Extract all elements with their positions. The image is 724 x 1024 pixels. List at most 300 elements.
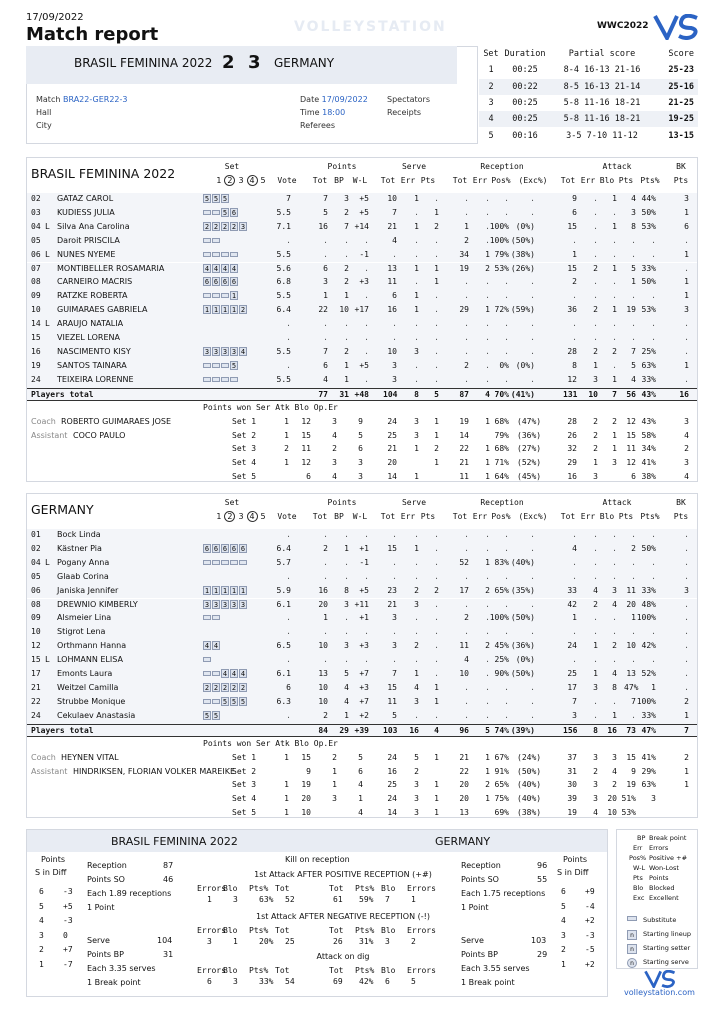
player-row — [27, 290, 697, 304]
column-header: Pts% — [640, 512, 660, 521]
attack-points: . — [631, 333, 636, 342]
set-lineup — [203, 264, 239, 273]
set-breakdown-cell: 1 — [485, 416, 490, 426]
set-breakdown-cell: 6 — [631, 472, 636, 482]
attack-stat-header: Blo — [223, 884, 238, 893]
reception-total: . — [464, 682, 469, 692]
legend-abbr: Exc — [633, 894, 645, 902]
attack-points: . — [631, 655, 636, 665]
receipts-label: Receipts — [387, 108, 422, 117]
set-lineup-box: 6 — [213, 544, 219, 553]
set-number: 1 — [216, 512, 222, 521]
total-value: 10 — [588, 389, 598, 399]
attack-stat-header: Blo — [381, 884, 396, 893]
set-lineup-box: 1 — [204, 586, 210, 595]
player-number: 24 — [31, 710, 41, 720]
serve-total: . — [392, 249, 397, 259]
points-total: 13 — [318, 669, 328, 678]
set-breakdown-cell: 1 — [434, 808, 439, 818]
attack-total: 15 — [567, 221, 577, 231]
column-header: Tot — [380, 512, 396, 521]
home-sets: 2 — [222, 52, 235, 73]
points-row-diff: -3 — [63, 916, 73, 925]
serve-points: . — [434, 627, 439, 637]
set-lineup-box — [203, 210, 211, 215]
column-header: Err — [400, 512, 416, 521]
attack-stat-value: 25 — [285, 937, 295, 946]
set-lineup-box — [212, 671, 220, 676]
points-total: 7 — [323, 346, 328, 356]
attack-stat-header: Blo — [223, 926, 238, 935]
player-name[interactable]: VIEZEL LORENA — [57, 333, 120, 342]
player-name[interactable]: ARAUJO NATALIA — [57, 319, 124, 329]
legend-desc: Blocked — [649, 884, 675, 892]
serve-errors: . — [414, 613, 419, 623]
set-breakdown-cell: 19 — [301, 780, 311, 790]
set-lineup-box: 3 — [204, 347, 210, 356]
set-breakdown-cell: 4 — [332, 430, 337, 440]
set-breakdown-cell: 3 — [651, 794, 656, 804]
set-breakdown-cell: 25 — [387, 780, 397, 790]
set-breakdown-cell: 3 — [358, 472, 363, 482]
attack-pct: . — [651, 571, 656, 581]
set-lineup-box: 6 — [204, 278, 210, 287]
serve-total: 4 — [392, 235, 397, 245]
points-row-s: 6 — [39, 887, 44, 896]
player-name[interactable]: LOHMANN ELISA — [57, 655, 123, 665]
set-breakdown-cell: 53% — [621, 808, 636, 818]
player-number: 04 — [31, 221, 41, 231]
reception-total: . — [464, 277, 469, 287]
attack-blocked: . — [612, 360, 617, 370]
set-breakdown-cell: 5 — [414, 752, 419, 762]
sets-points-header: Points won Ser Atk Blo Op.Er — [203, 402, 338, 412]
sets-table — [479, 46, 698, 144]
attack-stat-value: 2 — [411, 937, 416, 946]
attack-points: . — [631, 249, 636, 259]
legend-box-icon: n — [627, 944, 637, 954]
points-bp: 4 — [344, 696, 349, 706]
points-wl: +1 — [359, 543, 369, 553]
attack-points: 5 — [631, 360, 636, 370]
column-header: Blo — [599, 176, 615, 185]
serve-errors: . — [414, 235, 419, 245]
serve-points: . — [434, 669, 439, 678]
player-name[interactable]: KUDIESS JULIA — [57, 207, 115, 217]
rec-text: 1 Break point — [461, 978, 515, 987]
points-bp: . — [344, 249, 349, 259]
player-name[interactable]: Pogany Anna — [57, 557, 110, 567]
serve-errors: . — [414, 557, 419, 567]
points-wl: +3 — [359, 277, 369, 287]
serve-total: 3 — [392, 641, 397, 651]
attack-pct: 42% — [641, 641, 656, 651]
attack-errors: . — [593, 655, 598, 665]
player-number: 06 — [31, 249, 41, 259]
sdiff-label: S in Diff — [35, 868, 67, 877]
serve-total: 6 — [392, 291, 397, 301]
footer-logo-icon — [643, 970, 677, 990]
set-breakdown-cell: 1 — [284, 430, 289, 440]
set-breakdown-cell: 38% — [641, 472, 656, 482]
attack-errors: . — [593, 249, 598, 259]
player-name[interactable]: Cekulaev Anastasia — [57, 710, 136, 720]
player-name[interactable]: MONTIBELLER ROSAMARIA — [57, 263, 165, 273]
reception-errors: . — [485, 571, 490, 581]
player-row — [27, 304, 697, 318]
set-lineup-box — [212, 210, 220, 215]
points-bp: 10 — [339, 305, 349, 315]
player-number: 02 — [31, 194, 41, 203]
set-breakdown-cell: 20 — [459, 780, 469, 790]
reception-total: . — [464, 374, 469, 384]
player-name[interactable]: NUNES NYEME — [57, 249, 116, 259]
set-breakdown-cell: 1 — [434, 458, 439, 468]
set-breakdown-cell: 21 — [387, 444, 397, 454]
block-points: 1 — [684, 249, 689, 259]
players-total-row — [27, 388, 697, 402]
reception-total: . — [464, 530, 469, 539]
sets-table-cell: 4 — [488, 114, 494, 125]
player-vote: . — [286, 333, 291, 342]
total-value: 8 — [593, 725, 598, 735]
column-header: Attack — [602, 498, 632, 507]
attack-errors: . — [593, 530, 598, 539]
attack-pct: 25% — [641, 346, 656, 356]
home-team-section — [26, 157, 698, 482]
set-breakdown-cell: Set 4 — [232, 794, 257, 804]
set-breakdown-row — [27, 471, 697, 485]
set-breakdown-cell: 3 — [332, 416, 337, 426]
total-value: 5 — [434, 389, 439, 399]
serve-errors: . — [414, 530, 419, 539]
points-total: 7 — [323, 194, 328, 203]
match-code[interactable]: BRA22-GER22-3 — [62, 95, 128, 104]
set-breakdown-cell: 68% — [494, 444, 509, 454]
serve-total: 3 — [392, 613, 397, 623]
set-number: 4 — [247, 175, 258, 186]
players-total-label: Players total — [31, 725, 94, 735]
block-points: 3 — [684, 585, 689, 595]
player-name[interactable]: DREWNIO KIMBERLY — [57, 599, 138, 609]
column-header: Tot — [380, 176, 396, 185]
set-numbers — [201, 511, 281, 522]
column-header: Pts — [673, 176, 689, 185]
player-name[interactable]: Stigrot Lena — [57, 627, 106, 637]
player-vote: 6.1 — [276, 599, 291, 609]
set-lineup-box — [212, 699, 220, 704]
serve-total: . — [392, 655, 397, 665]
player-number: 09 — [31, 613, 41, 623]
points-bp: . — [344, 655, 349, 665]
serve-errors: . — [414, 571, 419, 581]
serve-errors: 1 — [414, 194, 419, 203]
reception-exc: (36%) — [510, 641, 535, 651]
rec-text: Serve — [87, 936, 110, 945]
sets-points-header: Points won Ser Atk Blo Op.Er — [203, 738, 338, 748]
points-row-s: 1 — [39, 959, 44, 969]
sets-table-cell: 5-8 11-16 18-21 — [563, 98, 641, 109]
set-lineup-box: 2 — [222, 222, 228, 231]
player-row — [27, 360, 697, 374]
set-breakdown-cell: Set 2 — [232, 430, 257, 440]
player-row — [27, 585, 697, 599]
libero-marker: L — [45, 655, 50, 665]
player-name[interactable]: Orthmann Hanna — [57, 641, 127, 651]
set-breakdown-cell: 11 — [626, 444, 636, 454]
attack-errors: . — [593, 194, 598, 203]
serve-errors: . — [414, 333, 419, 342]
attack-points: 1 — [631, 277, 636, 287]
serve-points: . — [434, 360, 439, 370]
serve-errors: . — [414, 360, 419, 370]
reception-pos: . — [504, 627, 509, 637]
player-name[interactable]: Alsmeier Lina — [57, 613, 112, 623]
total-value: 29 — [339, 725, 349, 735]
player-name[interactable]: GATAZ CAROL — [57, 194, 114, 203]
reception-total: 10 — [459, 669, 469, 678]
set-lineup-box — [203, 657, 211, 662]
serve-total: 5 — [392, 710, 397, 720]
attack-errors: . — [593, 571, 598, 581]
set-breakdown-cell: 4 — [358, 780, 363, 790]
attack-points: 20 — [626, 599, 636, 609]
column-header: Pos% — [491, 176, 511, 185]
player-name[interactable]: Strubbe Monique — [57, 696, 126, 706]
legend-desc: Won-Lost — [649, 864, 679, 872]
set-breakdown-row — [27, 807, 697, 821]
attack-points: 7 — [631, 696, 636, 706]
set-breakdown-cell: 4 — [358, 808, 363, 818]
set-breakdown-cell: 13 — [459, 808, 469, 818]
set-lineup-box: 6 — [213, 278, 219, 287]
set-breakdown-cell: 3 — [414, 430, 419, 440]
set-breakdown-cell: (27%) — [517, 444, 542, 454]
set-breakdown-cell: 58% — [641, 430, 656, 440]
set-lineup-box: 3 — [213, 600, 219, 609]
reception-errors: 2 — [485, 585, 490, 595]
set-lineup — [203, 222, 248, 231]
reception-exc: . — [530, 346, 535, 356]
reception-pos: . — [504, 333, 509, 342]
reception-pos: . — [504, 543, 509, 553]
set-lineup — [203, 277, 239, 286]
set-lineup — [203, 194, 230, 203]
points-total: 16 — [318, 585, 328, 595]
serve-total: 7 — [392, 669, 397, 678]
block-points: . — [684, 530, 689, 539]
block-points: . — [684, 319, 689, 329]
player-name[interactable]: NASCIMENTO KISY — [57, 346, 131, 356]
set-breakdown-cell: 19 — [626, 780, 636, 790]
attack-points: . — [631, 557, 636, 567]
points-row-diff: +9 — [585, 887, 595, 896]
serve-points: . — [434, 319, 439, 329]
player-name[interactable]: Emonts Laura — [57, 669, 113, 678]
player-vote: 6.3 — [276, 696, 291, 706]
set-lineup-box — [212, 252, 220, 257]
set-breakdown-cell: 3 — [612, 752, 617, 762]
reception-pos: . — [504, 194, 509, 203]
set-breakdown-cell: 32 — [567, 444, 577, 454]
serve-points: 1 — [434, 277, 439, 287]
player-row — [27, 710, 697, 724]
reception-errors: . — [485, 333, 490, 342]
set-breakdown-row — [27, 793, 697, 807]
set-breakdown-cell: 3 — [358, 458, 363, 468]
serve-points: . — [434, 530, 439, 539]
set-lineup-box: 6 — [222, 544, 228, 553]
summary-home-name: BRASIL FEMININA 2022 — [111, 835, 238, 848]
set-breakdown-cell: 41% — [641, 458, 656, 468]
player-name[interactable]: CARNEIRO MACRIS — [57, 277, 133, 287]
reception-total: . — [464, 346, 469, 356]
libero-marker: L — [45, 319, 50, 329]
player-name[interactable]: Daroit PRISCILA — [57, 235, 120, 245]
points-wl: +7 — [359, 669, 369, 678]
sets-table-cell: 25-16 — [668, 81, 694, 92]
attack-stat-header: Pts% — [249, 926, 269, 935]
player-name[interactable]: SANTOS TAINARA — [57, 360, 127, 370]
set-breakdown-cell: Set 4 — [232, 458, 257, 468]
legend-box-icon — [627, 916, 637, 921]
attack-stat-header: Pts% — [249, 966, 269, 975]
block-points: 1 — [684, 277, 689, 287]
player-name[interactable]: TEIXEIRA LORENNE — [57, 374, 134, 384]
set-breakdown-cell: 14 — [459, 430, 469, 440]
set-breakdown-cell: 2 — [593, 766, 598, 776]
block-points: . — [684, 669, 689, 678]
attack-errors: . — [593, 696, 598, 706]
serve-points: . — [434, 249, 439, 259]
legend-desc: Positive +# — [649, 854, 688, 862]
player-vote: 5.7 — [276, 557, 291, 567]
serve-errors: 2 — [414, 641, 419, 651]
set-lineup-box: 5 — [231, 697, 237, 706]
player-name[interactable]: Janiska Jennifer — [57, 585, 119, 595]
reception-errors: . — [485, 710, 490, 720]
set-lineup-box: 4 — [204, 642, 210, 651]
rec-text: Reception — [87, 861, 127, 870]
player-name[interactable]: GUIMARAES GABRIELA — [57, 305, 148, 315]
block-points: . — [684, 655, 689, 665]
reception-pos: . — [504, 599, 509, 609]
player-vote: . — [286, 627, 291, 637]
column-header: Tot — [560, 512, 576, 521]
column-header: Pts — [673, 512, 689, 521]
attack-total: 1 — [572, 249, 577, 259]
points-total: 3 — [323, 277, 328, 287]
points-row-diff: 0 — [63, 930, 68, 940]
serve-total: 11 — [387, 277, 397, 287]
set-breakdown-cell: 2 — [593, 444, 598, 454]
footer-link[interactable]: volleystation.com — [624, 988, 695, 997]
reception-pos: 90% — [494, 669, 509, 678]
set-lineup-box: 1 — [213, 306, 219, 315]
set-lineup-box: 1 — [213, 586, 219, 595]
set-lineup — [203, 375, 239, 384]
set-lineup-box: 4 — [240, 347, 246, 356]
sets-table-cell: 00:25 — [512, 114, 538, 125]
column-header: Tot — [452, 176, 468, 185]
set-breakdown-cell: 3 — [593, 472, 598, 482]
set-breakdown-cell: 16 — [387, 766, 397, 776]
set-breakdown-cell: 91% — [494, 766, 509, 776]
legend-abbr: Pos% — [629, 854, 647, 862]
set-breakdown-cell: 31 — [567, 766, 577, 776]
block-points: . — [684, 543, 689, 553]
player-name[interactable]: Weitzel Camilla — [57, 682, 119, 692]
attack-pct: 52% — [641, 669, 656, 678]
set-breakdown-cell: 3 — [332, 458, 337, 468]
set-breakdown-cell: 2 — [485, 780, 490, 790]
points-bp: 2 — [344, 346, 349, 356]
set-breakdown-cell: 12 — [626, 458, 636, 468]
points-total: . — [323, 571, 328, 581]
reception-errors: . — [485, 277, 490, 287]
attack-blocked: 3 — [612, 585, 617, 595]
player-vote: . — [286, 613, 291, 623]
player-name[interactable]: Bock Linda — [57, 530, 101, 539]
attack-stat-value: 6 — [207, 977, 212, 986]
player-number: 15 — [31, 655, 41, 665]
reception-pos: 100% — [489, 235, 509, 245]
set-breakdown-cell: 1 — [284, 808, 289, 818]
attack-stat-header: Blo — [381, 966, 396, 975]
attack-stat-value: 63% — [259, 895, 274, 904]
serve-total: 11 — [387, 696, 397, 706]
set-breakdown-cell: 2 — [612, 416, 617, 426]
city-label: City — [36, 121, 52, 130]
points-bp: 1 — [344, 374, 349, 384]
points-bp: . — [344, 235, 349, 245]
set-breakdown-cell: Set 2 — [232, 766, 257, 776]
attack-errors: 3 — [593, 374, 598, 384]
player-name[interactable]: Silva Ana Carolina — [57, 221, 130, 231]
reception-total: 2 — [464, 613, 469, 623]
attack-errors: . — [593, 627, 598, 637]
player-name[interactable]: Kästner Pia — [57, 543, 102, 553]
total-value: 43% — [641, 389, 656, 399]
set-lineup-box: 2 — [231, 683, 237, 692]
reception-pos: 79% — [494, 249, 509, 259]
sets-table-cell: 8-4 16-13 21-16 — [563, 65, 641, 76]
reception-exc: (50%) — [510, 613, 535, 623]
player-vote: 7.1 — [276, 221, 291, 231]
set-breakdown-cell: (52%) — [517, 458, 542, 468]
attack-points: . — [631, 291, 636, 301]
set-lineup — [203, 683, 248, 692]
rec-text: 1 Break point — [87, 978, 141, 987]
sets-table-cell: 1 — [488, 65, 494, 76]
block-points: . — [684, 235, 689, 245]
attack-total: 25 — [567, 669, 577, 678]
player-name[interactable]: RATZKE ROBERTA — [57, 291, 128, 301]
serve-points: . — [434, 613, 439, 623]
player-name[interactable]: Glaab Corina — [57, 571, 109, 581]
set-breakdown-cell: 4 — [684, 472, 689, 482]
set-lineup-box: 4 — [231, 264, 237, 273]
attack-total: 12 — [567, 374, 577, 384]
attack-pct: . — [651, 557, 656, 567]
block-points: 3 — [684, 194, 689, 203]
set-breakdown-row — [27, 416, 697, 430]
serve-total: . — [392, 333, 397, 342]
set-lineup-box — [212, 363, 220, 368]
points-wl: -1 — [359, 557, 369, 567]
player-number: 14 — [31, 319, 41, 329]
set-breakdown-row — [27, 457, 697, 471]
